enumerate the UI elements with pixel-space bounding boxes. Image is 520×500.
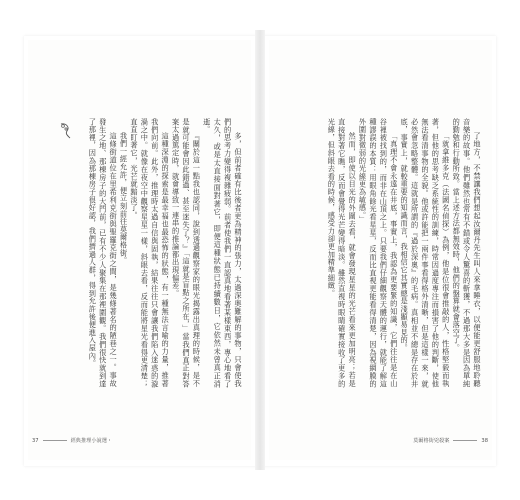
- paragraph: 了地方，不禁讓我們想起汝爾丹先生叫人來拿睡衣，以便能更舒服地聆聽音樂的故事。他們雖然也常有不錯或令人驚喜的斬獲，不過那大多是因為單純的勤勉和行動所致。當上述方法都無效時，他們的盤算就會落空了。: [452, 118, 482, 388]
- page-number: 37: [32, 437, 39, 444]
- paragraph: 我們一經允許，便立刻前往莫爾格街。: [119, 132, 129, 265]
- running-title: 莫爾格街兇殺案: [413, 438, 450, 444]
- book-gutter: [255, 30, 265, 470]
- page-number: 38: [481, 437, 488, 444]
- paragraph: 然而，即使以目光的外圍去看，就會發現星星的光芒看來更加明亮；若是直接對著它瞧，反而會覺得光芒變得暗淡。雖然直視時眼睛確實接收了更多的光線，但斜眼去看的時候，感受力卻更加精準細緻。: [327, 118, 358, 388]
- right-page-text: [277, 118, 482, 388]
- right-footer: [413, 437, 488, 444]
- footer-rule: [453, 440, 477, 441]
- paragraph: 「真理不會永遠在井底，事實上，我認為更要緊的知識，它們往往是在山谷裡被找到的，而非在山頂之上。只要我們仔細觀察天體的運行，就能了解這種謬誤的本質：用眼角餘光看星星，反而比直視更能看得清楚，因為視網膜的外圍對微弱的光線更為敏感。」: [358, 118, 399, 388]
- left-page: [28, 40, 251, 460]
- left-footer: [32, 437, 112, 444]
- footer-rule: [43, 440, 67, 441]
- paragraph: 多，但前者確有比後者更為精神的張力，太過深奧難解的事物，只會使我們的思考力變得複雜疲弱。前者使我們一直認真地看著某樣東西，專心地看了太久，或是太直接面對著它，即便這種狀態已持續數日，它依然未曾真正消逝。: [202, 118, 243, 388]
- paragraph: 「就拿維多克（法國名偵探）為例，他是位很會推敲的人，性格堅毅而執著，但他的思考缺乏系統性的訓練，時常因過度專注而損害了他的判斷，使他無法看清事物的全貌。他或許能把一兩件事看得格外清晰，但是這樣一來，就必然會忽略整體。這就是所謂的『過於深奧』的毛病。真相並不總是存在於井底，事實上，就較重要的知識而言，我相信它其實總是淺顯易見的。: [400, 118, 451, 388]
- paragraph: 『關於這一點我也認同，說到透過觀察家的眼光揭露出真理的時候，是不是就可能會因此錯過、甚至迷失了？』「這就是盲點之所在，」當我們真正對答案太過篤定時，就會導致一連串的推論都出現偏差。: [171, 118, 202, 388]
- paragraph: 這種深淵的探索是最幸福也最恐怖的狀態，有一種無法言喻的力量，推著我們向前。此外，推理時太過自信與固執，結果往往只會讓我們陷入迷惑的漩渦之中。就像在夜空中觀察星星一樣，斜眼去看，反而能將星光看得更清楚；直直盯著它，光芒就黯淡了。: [129, 118, 171, 388]
- right-page: [269, 40, 492, 460]
- left-page-text: [38, 118, 243, 388]
- running-title: 經典推理小說選・: [70, 438, 113, 444]
- paragraph: 這條街道位在里希利克街與聖羅克街之間，是幾條著名的陋巷之一。事故發生之地、那棟房子的大門前，已有不少人聚集在那裡圍觀。我們很快就到達了那裡，因為那棟房子很好認，我們擠過人群，得到允許後便進入屋內。: [88, 118, 119, 388]
